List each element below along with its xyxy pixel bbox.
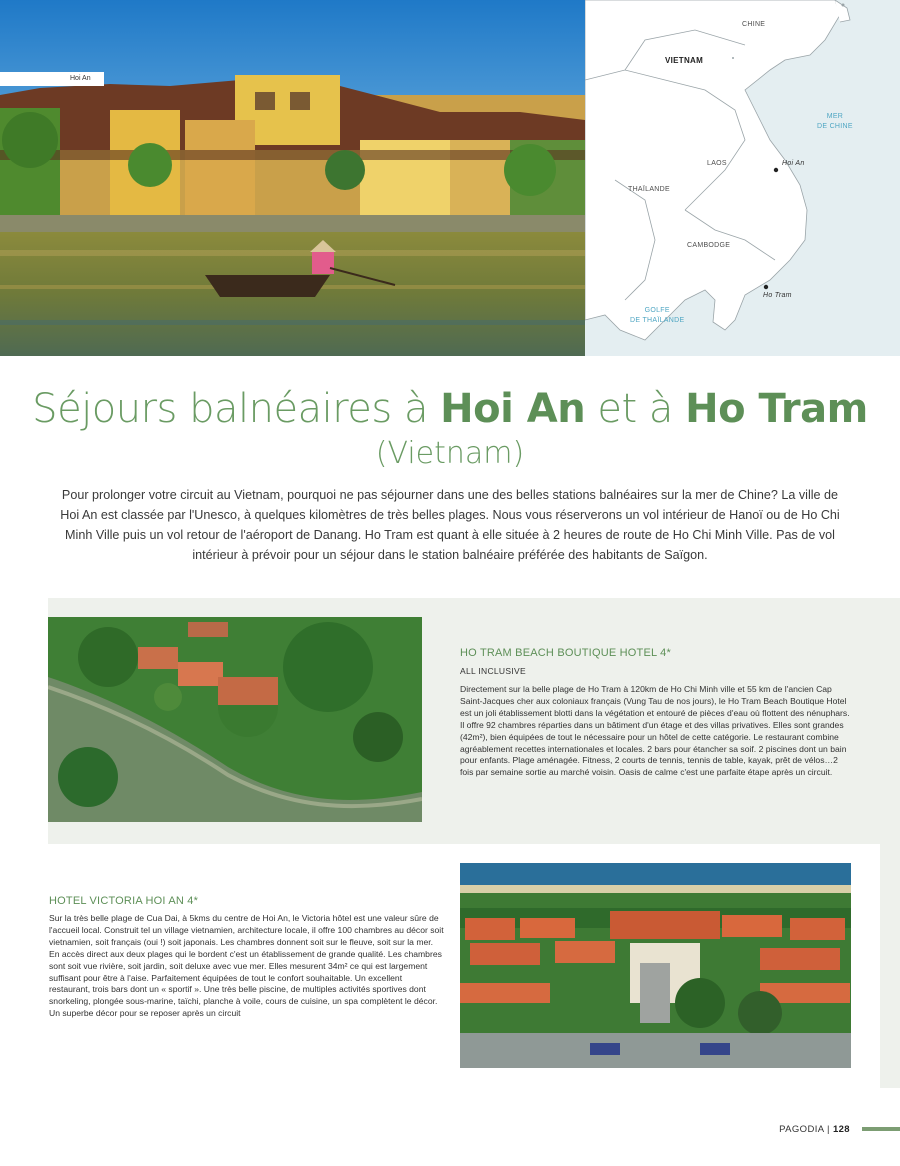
map-landmass — [585, 0, 900, 356]
map-label-vietnam: VIETNAM — [665, 56, 704, 65]
intro-paragraph: Pour prolonger votre circuit au Vietnam, pourquoi ne pas séjourner dans une des belles stations balnéaires sur la mer de Chine? La ville de Hoi An est classée par l'Unesco, à quelques kilomètres de très belles plages. Nous vous réserverons un vol intérieur de Hanoï ou de Ho Chi Minh Ville puis un vol retour de l'aéroport de Danang. Ho Tram est quant à elle située à 2 heures de route de Ho Chi Minh Ville. Pas de vol intérieur à prévoir pour un séjour dans le station balnéaire préférée des habitants de Saïgon. — [60, 488, 840, 562]
title-ho-tram: Ho Tram — [685, 386, 868, 432]
map-label-hoi-an: Hoi An — [782, 160, 805, 167]
footer-page-number: 128 — [832, 1124, 850, 1135]
ho-tram-hotel-subtitle: ALL INCLUSIVE — [460, 666, 526, 676]
map-label-sea-china: MER DE CHINE — [817, 113, 853, 130]
map-label-china: CHINE — [742, 21, 766, 28]
page-title — [0, 386, 900, 432]
footer-separator: | — [827, 1124, 830, 1135]
page-subtitle: (Vietnam) — [375, 436, 525, 471]
hoi-an-river-illustration — [0, 0, 585, 356]
page-footer — [779, 1124, 850, 1135]
map-label-laos: LAOS — [707, 160, 727, 167]
hero-caption: Hoi An — [0, 72, 104, 86]
ho-tram-hotel-description: Directement sur la belle plage de Ho Tram à 120km de Ho Chi Minh ville et 55 km de l'ancien Cap Saint-Jacques cher aux coloniaux français (Vung Tau de nos jours), le Ho Tram Beach Boutique Hotel est un joli établissement blotti dans la végétation et entouré de pièces d'eau où flottent des nénuphars. Il offre 92 chambres réparties dans un bâtiment d'un étage et des villas privatives. Elles sont grandes (42m²), bien équipées de tout le nécessaire pour un hôtel de cette catégorie. Le restaurant combine agréablement recettes internationales et locales. 2 bars pour étancher sa soif. 2 piscines dont un bain pour enfants. Plage aménagée. Fitness, 2 courts de tennis, tennis de table, kayak, prêt de vélos…2 fois par semaine sortie au marché voisin. Oasis de calme c'est une parfaite étape après un circuit. — [460, 684, 850, 778]
victoria-hotel-description: Sur la très belle plage de Cua Dai, à 5kms du centre de Hoi An, le Victoria hôtel est une valeur sûre de l'accueil local. Construit tel un village vietnamien, architecture locale, il offre 100 chambres au décor soit vietnamien, soit français (oui !) soit japonais. Les chambres donnent soit sur le fleuve, soit sur la mer. En accès direct aux deux plages qui le bordent c'est un établissement de grande qualité. Les chambres sont soit vue rivière, soit jardin, soit deluxe avec vue mer. Elles mesurent 34m² ce qui est largement suffisant pour être à l'aise. Parfaitement équipées de tout le confort souhaitable. Un excellent restaurant, trois bars dont un « sportif ». Une très belle piscine, de multiples activités sportives dont snorkeling, plongée sous-marine, taïchi, planche à voile, cours de cuisine, un spa complètent le décor. Un superbe décor pour se reposer après un circuit — [49, 913, 444, 1019]
map-label-thailand: THAÏLANDE — [628, 186, 670, 193]
footer-bar — [862, 1127, 900, 1131]
title-text-1: Séjours balnéaires à — [32, 386, 441, 432]
ho-tram-hotel-photo — [48, 617, 422, 822]
hero-photo-hoi-an — [0, 0, 585, 356]
ho-tram-hotel-name: HO TRAM BEACH BOUTIQUE HOTEL 4* — [460, 647, 671, 659]
title-text-2: et à — [585, 386, 686, 432]
map-label-ho-tram: Ho Tram — [763, 292, 792, 299]
map-label-gulf-thailand: GOLFE DE THAÏLANDE — [630, 307, 685, 324]
footer-brand: PAGODIA — [779, 1124, 824, 1135]
map-label-cambodia: CAMBODGE — [687, 242, 731, 249]
victoria-hotel-name: HOTEL VICTORIA HOI AN 4* — [49, 895, 199, 907]
ho-tram-aerial-illustration — [48, 617, 422, 822]
region-map — [585, 0, 900, 356]
title-hoi-an: Hoi An — [440, 386, 586, 432]
victoria-aerial-illustration — [460, 863, 851, 1068]
victoria-hotel-photo — [460, 863, 851, 1068]
